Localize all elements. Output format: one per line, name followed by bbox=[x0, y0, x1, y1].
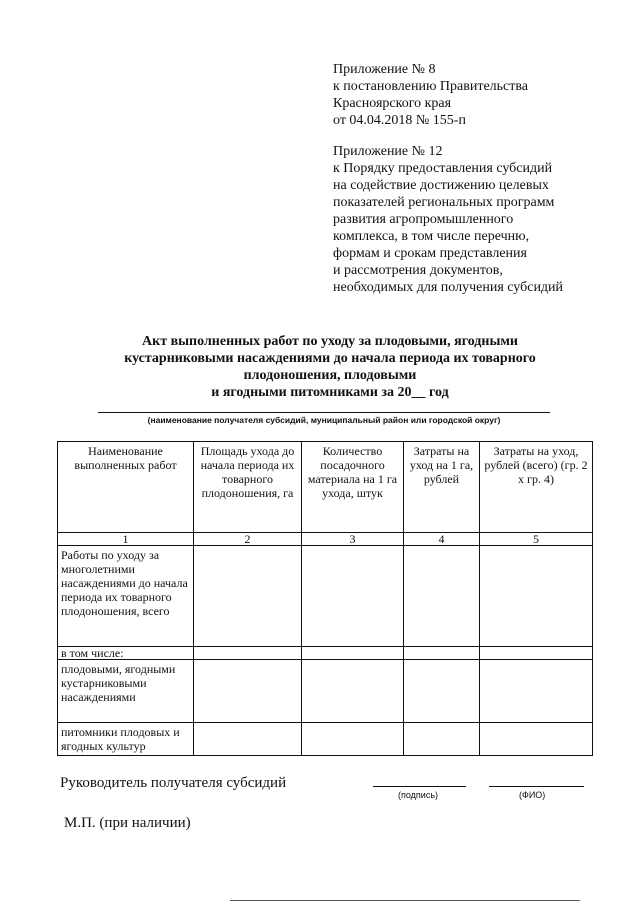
row-label-fruit: плодовыми, ягодными кустарниковыми насаждениями bbox=[58, 660, 194, 723]
recipient-caption: (наименование получателя субсидий, муниципальный район или городской округ) bbox=[147, 415, 501, 425]
appendix-12-line: и рассмотрения документов, bbox=[333, 263, 503, 278]
appendix-8-line: Приложение № 8 bbox=[333, 62, 436, 77]
fio-line[interactable] bbox=[489, 786, 584, 787]
appendix-8-line: от 04.04.2018 № 155-п bbox=[333, 113, 466, 128]
header-total-cost: Затраты на уход, рублей (всего) (гр. 2 х гр. 4) bbox=[480, 442, 593, 533]
signature-line[interactable] bbox=[373, 786, 466, 787]
row-label-including: в том числе: bbox=[58, 647, 194, 660]
document-title-line: плодоношения, плодовыми bbox=[243, 368, 417, 383]
appendix-12-line: формам и срокам представления bbox=[333, 246, 527, 261]
header-planting-quantity: Количество посадочного материала на 1 га ухода, штук bbox=[302, 442, 404, 533]
appendix-12-line: необходимых для получения субсидий bbox=[333, 280, 564, 295]
cell-planting-quantity[interactable] bbox=[302, 647, 404, 660]
head-of-recipient-label: Руководитель получателя субсидий bbox=[60, 775, 287, 791]
cell-cost-per-ha[interactable] bbox=[404, 723, 480, 756]
document-title-line: Акт выполненных работ по уходу за плодовыми, ягодными bbox=[142, 334, 518, 349]
document-title-line: кустарниковыми насаждениями до начала периода их товарного bbox=[124, 351, 536, 366]
appendix-12-line: на содействие достижению целевых bbox=[333, 178, 549, 193]
cell-area[interactable] bbox=[194, 660, 302, 723]
cell-planting-quantity[interactable] bbox=[302, 723, 404, 756]
column-number-row bbox=[58, 533, 593, 546]
works-table bbox=[57, 441, 593, 756]
page-bottom-divider bbox=[230, 900, 580, 901]
header-cost-per-ha: Затраты на уход на 1 га, рублей bbox=[404, 442, 480, 533]
stamp-place-label: М.П. (при наличии) bbox=[64, 815, 191, 831]
column-number: 4 bbox=[404, 533, 480, 546]
appendix-12-line: развития агропромышленного bbox=[333, 212, 514, 227]
table-header-row bbox=[58, 442, 593, 533]
cell-area[interactable] bbox=[194, 723, 302, 756]
appendix-12-line: комплекса, в том числе перечню, bbox=[333, 229, 530, 244]
appendix-8-line: к постановлению Правительства bbox=[333, 79, 529, 94]
document-title bbox=[60, 333, 600, 401]
cell-area[interactable] bbox=[194, 546, 302, 647]
cell-total-cost[interactable] bbox=[480, 723, 593, 756]
recipient-name-line[interactable] bbox=[98, 412, 550, 413]
fio-caption: (ФИО) bbox=[519, 790, 546, 800]
appendix-12-line: Приложение № 12 bbox=[333, 144, 443, 159]
header-work-name: Наименование выполненных работ bbox=[58, 442, 194, 533]
appendix-12-line: показателей региональных программ bbox=[333, 195, 555, 210]
cell-total-cost[interactable] bbox=[480, 660, 593, 723]
row-label-nursery: питомники плодовых и ягодных культур bbox=[58, 723, 194, 756]
cell-total-cost[interactable] bbox=[480, 546, 593, 647]
table-row bbox=[58, 660, 593, 723]
document-title-line: и ягодными питомниками за 20__ год bbox=[211, 385, 449, 400]
appendix-8-line: Красноярского края bbox=[333, 96, 452, 111]
table-row bbox=[58, 647, 593, 660]
column-number: 2 bbox=[194, 533, 302, 546]
header-area: Площадь ухода до начала периода их товарного плодоношения, га bbox=[194, 442, 302, 533]
signature-caption: (подпись) bbox=[398, 790, 439, 800]
column-number: 5 bbox=[480, 533, 593, 546]
cell-total-cost[interactable] bbox=[480, 647, 593, 660]
table-row bbox=[58, 723, 593, 756]
cell-cost-per-ha[interactable] bbox=[404, 546, 480, 647]
table-row bbox=[58, 546, 593, 647]
cell-planting-quantity[interactable] bbox=[302, 660, 404, 723]
appendix-8-header bbox=[333, 61, 528, 129]
cell-cost-per-ha[interactable] bbox=[404, 647, 480, 660]
cell-cost-per-ha[interactable] bbox=[404, 660, 480, 723]
cell-planting-quantity[interactable] bbox=[302, 546, 404, 647]
column-number: 3 bbox=[302, 533, 404, 546]
cell-area[interactable] bbox=[194, 647, 302, 660]
column-number: 1 bbox=[58, 533, 194, 546]
row-label-main: Работы по уходу за многолетними насаждениями до начала периода их товарного плодоношения, всего bbox=[58, 546, 194, 647]
appendix-12-header bbox=[333, 143, 563, 296]
appendix-12-line: к Порядку предоставления субсидий bbox=[333, 161, 553, 176]
